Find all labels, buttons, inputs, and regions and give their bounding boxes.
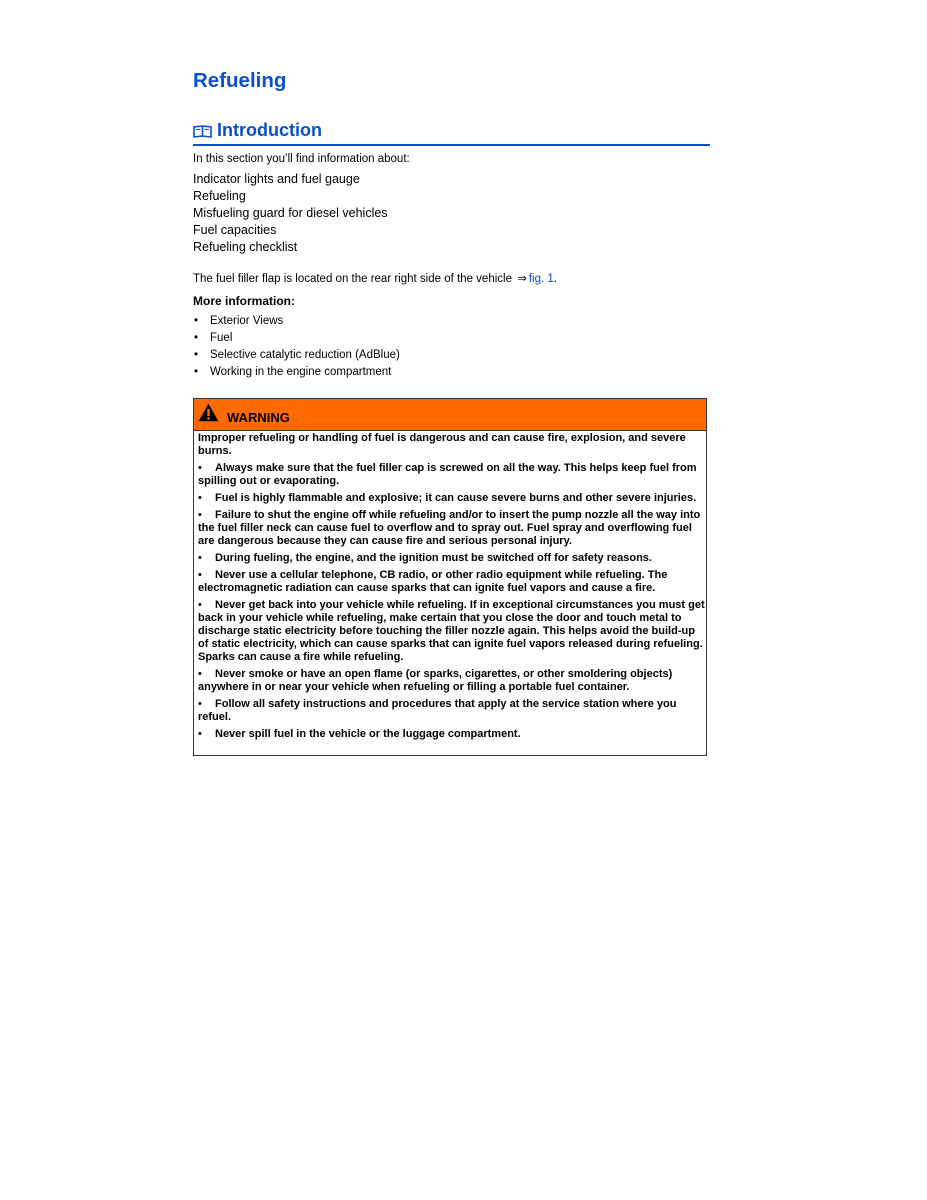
more-info-heading: More information: <box>193 294 295 308</box>
warning-item-text: Follow all safety instructions and procedures that apply at the service station where you refuel. <box>198 698 677 723</box>
more-info-label: Working in the engine compartment <box>210 366 392 378</box>
warning-item <box>198 599 705 664</box>
warning-item-text: Never smoke or have an open flame (or sparks, cigarettes, or other smoldering objects) anywhere in or near your vehicle when refueling or filling a portable fuel container. <box>198 668 673 693</box>
bullet-icon: • <box>194 366 199 378</box>
warning-item-text: Never use a cellular telephone, CB radio, or other radio equipment while refueling. The electromagnetic radiation can cause sparks that can ignite fuel vapors and cause a fire. <box>198 569 668 594</box>
page-title: Refueling <box>193 69 287 92</box>
more-info-item[interactable] <box>193 313 400 330</box>
topic-item[interactable]: Fuel capacities <box>193 223 277 237</box>
warning-item-text: During fueling, the engine, and the ignition must be switched off for safety reasons. <box>215 552 652 564</box>
bullet-icon: • <box>194 315 199 327</box>
section-title: Introduction <box>217 120 322 140</box>
bullet-icon: • <box>194 349 199 361</box>
warning-item <box>198 668 705 694</box>
warning-body <box>198 432 705 745</box>
warning-item <box>198 509 705 548</box>
warning-item-text: Fuel is highly flammable and explosive; it can cause severe burns and other severe injuries. <box>215 492 697 504</box>
warning-title: WARNING <box>227 410 290 425</box>
warning-item <box>198 552 705 565</box>
warning-item-text: Never get back into your vehicle while refueling. If in exceptional circumstances you must get back in your vehicle while refueling, make certain that you close the door and touch metal to discharge static electricity before touching the filler nozzle again. This helps avoid the build-up of static electricity, which can cause sparks that can ignite fuel vapors released during refueling. Sparks can cause a fire while refueling. <box>198 599 705 663</box>
warning-item <box>198 492 705 505</box>
bullet-icon: • <box>198 569 202 581</box>
warning-item-text: Never spill fuel in the vehicle or the luggage compartment. <box>215 728 521 740</box>
more-info-item[interactable] <box>193 347 400 364</box>
more-info-list <box>193 313 400 381</box>
book-icon <box>193 125 212 138</box>
intro-text: In this section you’ll find information about: <box>193 153 410 165</box>
more-info-item[interactable] <box>193 330 400 347</box>
warning-item <box>198 462 705 488</box>
bullet-icon: • <box>198 509 202 521</box>
warning-item <box>198 569 705 595</box>
bullet-icon: • <box>198 728 202 740</box>
location-text: The fuel filler flap is located on the rear right side of the vehicle <box>193 273 512 285</box>
topic-item[interactable]: Refueling <box>193 189 246 203</box>
bullet-icon: • <box>198 492 202 504</box>
location-end: . <box>553 273 557 285</box>
warning-triangle-icon <box>198 403 219 422</box>
more-info-label: Selective catalytic reduction (AdBlue) <box>210 349 400 361</box>
bullet-icon: • <box>198 552 202 564</box>
bullet-icon: • <box>198 698 202 710</box>
topic-item[interactable]: Indicator lights and fuel gauge <box>193 172 360 186</box>
topic-list <box>193 171 388 256</box>
warning-item-text: Failure to shut the engine off while refueling and/or to insert the pump nozzle all the way into the fuel filler neck can cause fuel to overflow and to spray out. Fuel spray and overflowing fuel are dangerous because they can cause fire and serious personal injury. <box>198 509 701 547</box>
more-info-label: Fuel <box>210 332 233 344</box>
warning-item <box>198 698 705 724</box>
more-info-item[interactable] <box>193 364 400 381</box>
warning-header <box>194 399 706 431</box>
more-info-label: Exterior Views <box>210 315 284 327</box>
fuel-flap-location <box>193 271 557 285</box>
warning-intro: Improper refueling or handling of fuel is dangerous and can cause fire, explosion, and severe burns. <box>198 432 686 457</box>
topic-item[interactable]: Refueling checklist <box>193 240 298 254</box>
warning-box <box>193 398 707 756</box>
warning-item-text: Always make sure that the fuel filler cap is screwed on all the way. This helps keep fuel from spilling out or evaporating. <box>198 462 697 487</box>
section-heading <box>193 120 710 146</box>
figure-link[interactable]: fig. 1 <box>528 273 554 285</box>
bullet-icon: • <box>198 599 202 611</box>
bullet-icon: • <box>198 462 202 474</box>
bullet-icon: • <box>194 332 199 344</box>
arrow-right-icon: ⇒ <box>517 273 527 285</box>
topic-item[interactable]: Misfueling guard for diesel vehicles <box>193 206 388 220</box>
warning-item <box>198 728 705 741</box>
bullet-icon: • <box>198 668 202 680</box>
